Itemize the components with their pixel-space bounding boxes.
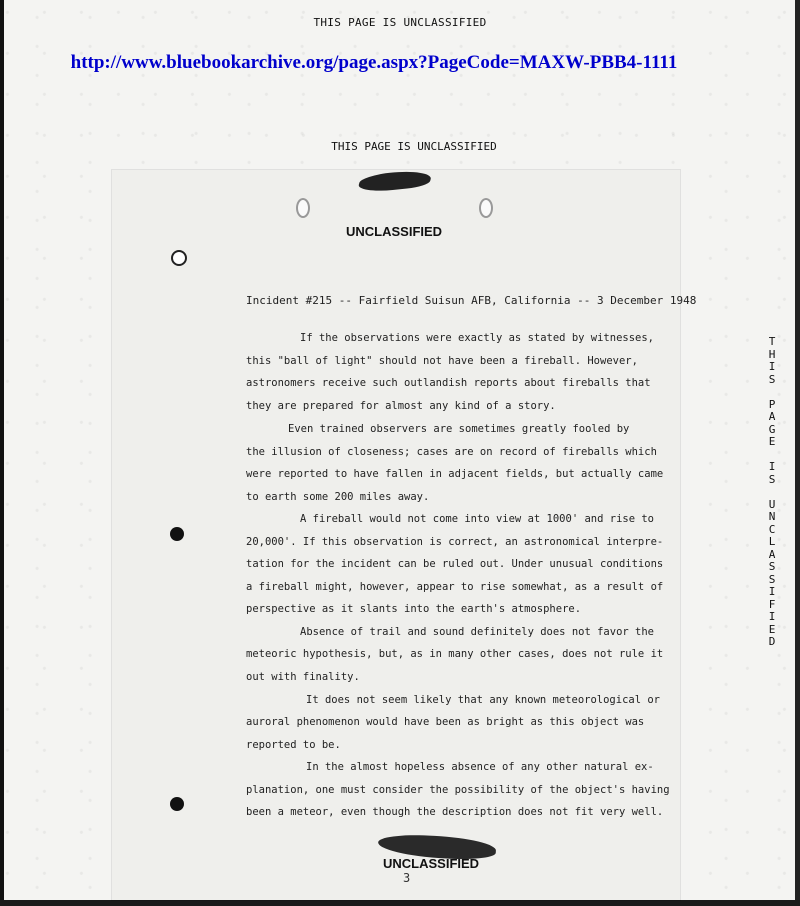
body-line: It does not seem likely that any known meteorological or — [306, 694, 661, 706]
staple-hole-icon — [479, 198, 493, 218]
incident-title: Incident #215 -- Fairfield Suisun AFB, California -- 3 December 1948 — [246, 294, 697, 307]
body-line: they are prepared for almost any kind of a story. — [246, 400, 556, 412]
body-line: tation for the incident can be ruled out. Under unusual conditions — [246, 558, 664, 570]
body-line: planation, one must consider the possibility of the object's having — [246, 784, 670, 796]
body-line: astronomers receive such outlandish reports about fireballs that — [246, 377, 651, 389]
body-line: the illusion of closeness; cases are on record of fireballs which — [246, 446, 657, 458]
body-line: meteoric hypothesis, but, as in many other cases, does not rule it — [246, 648, 664, 660]
body-line: In the almost hopeless absence of any other natural ex- — [306, 761, 654, 773]
body-line: auroral phenomenon would have been as bright as this object was — [246, 716, 645, 728]
scan-edge-bottom — [0, 900, 800, 906]
binder-hole-icon — [170, 527, 184, 541]
scan-edge-left — [0, 0, 4, 906]
body-line: a fireball might, however, appear to rise somewhat, as a result of — [246, 581, 664, 593]
scan-edge-right — [795, 0, 800, 906]
archive-link[interactable]: http://www.bluebookarchive.org/page.aspx?PageCode=MAXW-PBB4-1111 — [70, 52, 678, 73]
body-line: A fireball would not come into view at 1000' and rise to — [300, 513, 655, 525]
body-line: If the observations were exactly as stated by witnesses, — [300, 332, 655, 344]
top-classification-stamp: THIS PAGE IS UNCLASSIFIED — [313, 16, 487, 29]
body-line: out with finality. — [246, 671, 360, 683]
body-line: 20,000'. If this observation is correct, an astronomical interpre- — [246, 536, 664, 548]
body-line: to earth some 200 miles away. — [246, 491, 430, 503]
body-line: were reported to have fallen in adjacent fields, but actually came — [246, 468, 664, 480]
classification-header: UNCLASSIFIED — [346, 224, 443, 239]
staple-hole-icon — [296, 198, 310, 218]
body-line: Absence of trail and sound definitely does not favor the — [300, 626, 655, 638]
page-number: 3 — [403, 871, 411, 885]
body-line: perspective as it slants into the earth's atmosphere. — [246, 603, 582, 615]
body-line: reported to be. — [246, 739, 341, 751]
punch-hole-icon — [171, 250, 187, 266]
binder-hole-icon — [170, 797, 184, 811]
body-line: this "ball of light" should not have been a fireball. However, — [246, 355, 638, 367]
mid-classification-stamp: THIS PAGE IS UNCLASSIFIED — [331, 140, 497, 153]
body-line: Even trained observers are sometimes greatly fooled by — [288, 423, 630, 435]
body-line: been a meteor, even though the description does not fit very well. — [246, 806, 664, 818]
classification-footer: UNCLASSIFIED — [383, 856, 480, 871]
side-classification-stamp: T H I S P A G E I S U N C L A S S I F I E D — [768, 335, 776, 648]
